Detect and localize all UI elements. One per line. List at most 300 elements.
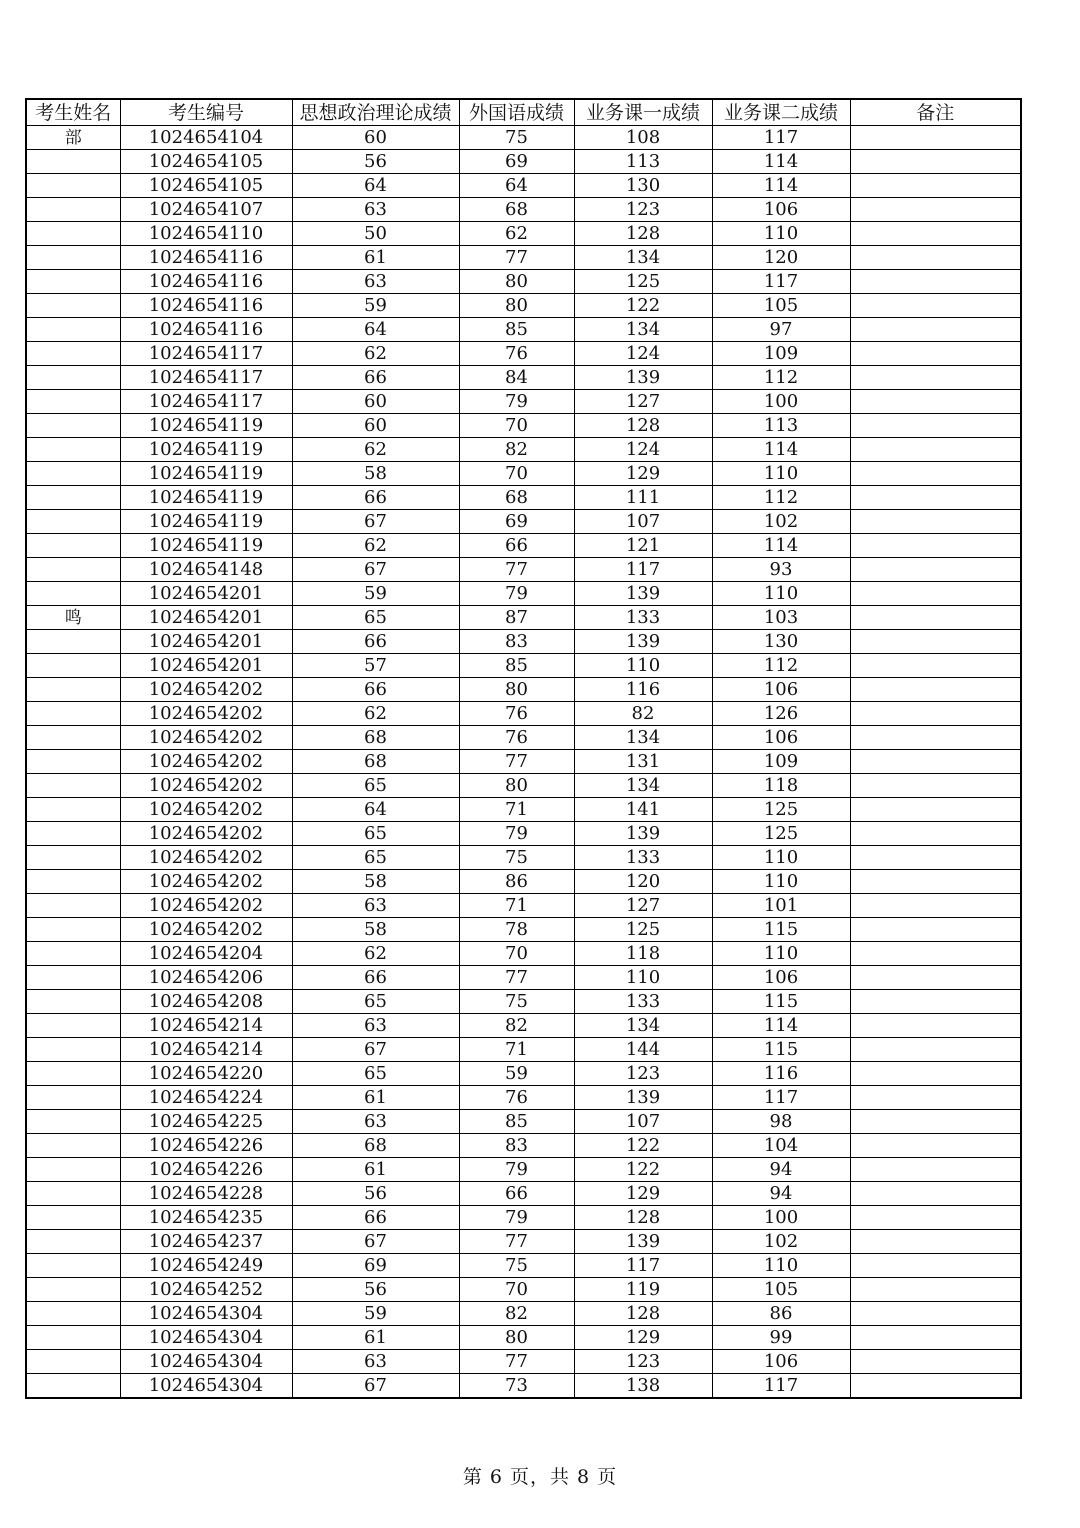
cell-note — [850, 1158, 1021, 1182]
cell-course1: 120 — [574, 870, 712, 894]
cell-course2: 110 — [712, 222, 850, 246]
cell-foreign: 70 — [459, 1278, 574, 1302]
cell-name — [26, 582, 120, 606]
cell-course1: 122 — [574, 294, 712, 318]
redaction-mark — [266, 798, 280, 822]
cell-politics: 60 — [292, 126, 459, 150]
redaction-mark — [266, 558, 280, 582]
cell-course1: 128 — [574, 1302, 712, 1326]
cell-name — [26, 1062, 120, 1086]
cell-politics: 66 — [292, 486, 459, 510]
cell-course2: 99 — [712, 1326, 850, 1350]
cell-id — [120, 1326, 292, 1350]
cell-id — [120, 342, 292, 366]
cell-id — [120, 870, 292, 894]
cell-politics: 61 — [292, 1086, 459, 1110]
cell-foreign: 75 — [459, 126, 574, 150]
cell-foreign: 80 — [459, 294, 574, 318]
cell-foreign: 66 — [459, 1182, 574, 1206]
redaction-mark — [266, 1182, 280, 1206]
cell-name — [26, 1326, 120, 1350]
cell-name — [26, 630, 120, 654]
table-body — [26, 126, 1021, 1399]
table-row — [26, 1062, 1021, 1086]
id-text: 1024654202 — [148, 798, 264, 820]
cell-course1: 122 — [574, 1134, 712, 1158]
page-number: 第 6 页，共 8 页 — [462, 1466, 618, 1488]
cell-foreign: 70 — [459, 942, 574, 966]
cell-name — [26, 1302, 120, 1326]
table-row — [26, 1014, 1021, 1038]
cell-id — [120, 1158, 292, 1182]
cell-foreign: 64 — [459, 174, 574, 198]
cell-course1: 123 — [574, 1350, 712, 1374]
cell-politics: 68 — [292, 750, 459, 774]
cell-name — [26, 990, 120, 1014]
cell-name — [26, 678, 120, 702]
id-text: 1024654204 — [148, 942, 264, 964]
id-text: 1024654202 — [148, 894, 264, 916]
redaction-mark — [266, 678, 280, 702]
cell-course2: 125 — [712, 798, 850, 822]
cell-note — [850, 390, 1021, 414]
redaction-mark — [266, 534, 280, 558]
redaction-mark — [266, 318, 280, 342]
cell-politics: 64 — [292, 318, 459, 342]
table-row — [26, 510, 1021, 534]
cell-politics: 66 — [292, 630, 459, 654]
cell-course1: 107 — [574, 1110, 712, 1134]
cell-course1: 134 — [574, 1014, 712, 1038]
id-text: 1024654228 — [148, 1182, 264, 1204]
cell-course1: 82 — [574, 702, 712, 726]
cell-course2: 109 — [712, 750, 850, 774]
cell-politics: 67 — [292, 1374, 459, 1399]
table-row — [26, 1134, 1021, 1158]
cell-politics: 61 — [292, 246, 459, 270]
cell-politics: 56 — [292, 1182, 459, 1206]
cell-name — [26, 1014, 120, 1038]
table-row — [26, 126, 1021, 150]
cell-foreign: 80 — [459, 774, 574, 798]
cell-course2: 94 — [712, 1182, 850, 1206]
cell-course2: 106 — [712, 1350, 850, 1374]
cell-name — [26, 342, 120, 366]
id-text: 1024654304 — [148, 1326, 264, 1348]
cell-course2: 115 — [712, 918, 850, 942]
cell-note — [850, 1302, 1021, 1326]
id-text: 1024654201 — [148, 654, 264, 676]
redaction-mark — [266, 630, 280, 654]
name-text: 部 — [64, 127, 82, 148]
redaction-mark — [266, 1110, 280, 1134]
cell-note — [850, 702, 1021, 726]
cell-name — [26, 486, 120, 510]
cell-id — [120, 1230, 292, 1254]
cell-foreign: 80 — [459, 678, 574, 702]
cell-course1: 116 — [574, 678, 712, 702]
redaction-mark — [266, 774, 280, 798]
cell-course1: 127 — [574, 894, 712, 918]
id-text: 1024654119 — [148, 534, 264, 556]
score-table — [25, 98, 1022, 1399]
redaction-mark — [266, 462, 280, 486]
cell-course2: 110 — [712, 1254, 850, 1278]
cell-note — [850, 942, 1021, 966]
cell-name — [26, 1182, 120, 1206]
cell-id — [120, 558, 292, 582]
cell-foreign: 79 — [459, 822, 574, 846]
cell-politics: 67 — [292, 1230, 459, 1254]
cell-foreign: 83 — [459, 1134, 574, 1158]
cell-course1: 128 — [574, 222, 712, 246]
cell-foreign: 82 — [459, 438, 574, 462]
cell-foreign: 86 — [459, 870, 574, 894]
cell-id — [120, 774, 292, 798]
cell-course1: 128 — [574, 414, 712, 438]
cell-name — [26, 222, 120, 246]
cell-note — [850, 846, 1021, 870]
redaction-mark — [266, 1062, 280, 1086]
redaction-mark — [266, 654, 280, 678]
cell-course1: 129 — [574, 1326, 712, 1350]
cell-foreign: 77 — [459, 246, 574, 270]
redaction-mark — [266, 1350, 280, 1374]
cell-name — [26, 894, 120, 918]
redaction-mark — [266, 990, 280, 1014]
cell-foreign: 62 — [459, 222, 574, 246]
table-row — [26, 678, 1021, 702]
cell-course1: 123 — [574, 1062, 712, 1086]
cell-name — [26, 1230, 120, 1254]
cell-politics: 66 — [292, 366, 459, 390]
id-text: 1024654201 — [148, 630, 264, 652]
cell-foreign: 83 — [459, 630, 574, 654]
table-row — [26, 870, 1021, 894]
redaction-mark — [266, 702, 280, 726]
cell-name — [26, 462, 120, 486]
cell-course1: 134 — [574, 774, 712, 798]
cell-politics: 63 — [292, 198, 459, 222]
cell-id — [120, 894, 292, 918]
cell-course2: 117 — [712, 1086, 850, 1110]
cell-course1: 139 — [574, 630, 712, 654]
cell-note — [850, 222, 1021, 246]
cell-course2: 98 — [712, 1110, 850, 1134]
cell-politics: 64 — [292, 174, 459, 198]
redaction-mark — [266, 150, 280, 174]
cell-note — [850, 822, 1021, 846]
table-row — [26, 822, 1021, 846]
cell-politics: 65 — [292, 774, 459, 798]
cell-note — [850, 894, 1021, 918]
cell-name — [26, 1206, 120, 1230]
table-row — [26, 1182, 1021, 1206]
table-row — [26, 438, 1021, 462]
id-text: 1024654225 — [148, 1110, 264, 1132]
cell-id — [120, 222, 292, 246]
cell-course1: 134 — [574, 726, 712, 750]
cell-politics: 66 — [292, 1206, 459, 1230]
cell-note — [850, 918, 1021, 942]
cell-name — [26, 1374, 120, 1399]
table-row — [26, 654, 1021, 678]
cell-course1: 125 — [574, 918, 712, 942]
cell-id — [120, 486, 292, 510]
table-row — [26, 1110, 1021, 1134]
redaction-mark — [266, 1302, 280, 1326]
cell-note — [850, 294, 1021, 318]
id-text: 1024654202 — [148, 822, 264, 844]
cell-name — [26, 966, 120, 990]
cell-id — [120, 150, 292, 174]
cell-note — [850, 246, 1021, 270]
cell-note — [850, 462, 1021, 486]
cell-course1: 111 — [574, 486, 712, 510]
cell-note — [850, 510, 1021, 534]
cell-foreign: 87 — [459, 606, 574, 630]
cell-note — [850, 1350, 1021, 1374]
cell-course1: 127 — [574, 390, 712, 414]
header-note: 备注 — [850, 99, 1021, 126]
id-text: 1024654202 — [148, 726, 264, 748]
cell-note — [850, 342, 1021, 366]
cell-foreign: 79 — [459, 582, 574, 606]
cell-course2: 114 — [712, 534, 850, 558]
cell-foreign: 76 — [459, 1086, 574, 1110]
id-text: 1024654117 — [148, 366, 264, 388]
table-row — [26, 1230, 1021, 1254]
cell-politics: 62 — [292, 342, 459, 366]
cell-id — [120, 318, 292, 342]
cell-name — [26, 1038, 120, 1062]
table-row — [26, 318, 1021, 342]
cell-note — [850, 990, 1021, 1014]
cell-id — [120, 246, 292, 270]
cell-foreign: 70 — [459, 414, 574, 438]
redaction-mark — [266, 342, 280, 366]
cell-id — [120, 822, 292, 846]
cell-politics: 63 — [292, 1350, 459, 1374]
cell-politics: 63 — [292, 1110, 459, 1134]
table-header-row — [26, 99, 1021, 126]
cell-name — [26, 534, 120, 558]
cell-id — [120, 390, 292, 414]
cell-id — [120, 990, 292, 1014]
cell-note — [850, 1206, 1021, 1230]
redaction-mark — [266, 1038, 280, 1062]
cell-name — [26, 294, 120, 318]
cell-course1: 134 — [574, 246, 712, 270]
redaction-mark — [266, 1134, 280, 1158]
cell-note — [850, 1110, 1021, 1134]
id-text: 1024654202 — [148, 678, 264, 700]
cell-note — [850, 1134, 1021, 1158]
cell-course1: 107 — [574, 510, 712, 534]
cell-id — [120, 174, 292, 198]
cell-foreign: 71 — [459, 798, 574, 822]
id-text: 1024654202 — [148, 846, 264, 868]
cell-course2: 109 — [712, 342, 850, 366]
cell-note — [850, 1182, 1021, 1206]
cell-id — [120, 1014, 292, 1038]
cell-id — [120, 678, 292, 702]
cell-foreign: 59 — [459, 1062, 574, 1086]
cell-course1: 139 — [574, 582, 712, 606]
table-row — [26, 582, 1021, 606]
table-row — [26, 918, 1021, 942]
cell-course1: 134 — [574, 318, 712, 342]
cell-id — [120, 198, 292, 222]
cell-name — [26, 726, 120, 750]
cell-foreign: 77 — [459, 750, 574, 774]
cell-id — [120, 1062, 292, 1086]
cell-note — [850, 750, 1021, 774]
cell-foreign: 80 — [459, 1326, 574, 1350]
cell-course1: 117 — [574, 558, 712, 582]
redaction-mark — [266, 510, 280, 534]
table-row — [26, 1158, 1021, 1182]
redaction-mark — [266, 390, 280, 414]
cell-course2: 97 — [712, 318, 850, 342]
cell-id — [120, 582, 292, 606]
cell-name — [26, 150, 120, 174]
id-text: 1024654116 — [148, 318, 264, 340]
table-row — [26, 342, 1021, 366]
cell-politics: 68 — [292, 1134, 459, 1158]
cell-id — [120, 462, 292, 486]
cell-name — [26, 846, 120, 870]
cell-course2: 117 — [712, 270, 850, 294]
cell-course1: 108 — [574, 126, 712, 150]
cell-foreign: 76 — [459, 726, 574, 750]
cell-politics: 67 — [292, 558, 459, 582]
cell-course2: 125 — [712, 822, 850, 846]
cell-course1: 129 — [574, 462, 712, 486]
cell-course1: 128 — [574, 1206, 712, 1230]
id-text: 1024654304 — [148, 1302, 264, 1324]
redaction-mark — [266, 606, 280, 630]
cell-politics: 67 — [292, 510, 459, 534]
cell-course1: 121 — [574, 534, 712, 558]
cell-name — [26, 750, 120, 774]
cell-name — [26, 1110, 120, 1134]
table-row — [26, 246, 1021, 270]
cell-course2: 105 — [712, 1278, 850, 1302]
cell-politics: 64 — [292, 798, 459, 822]
cell-note — [850, 966, 1021, 990]
cell-politics: 63 — [292, 894, 459, 918]
cell-course2: 112 — [712, 486, 850, 510]
cell-course2: 106 — [712, 678, 850, 702]
cell-note — [850, 870, 1021, 894]
redaction-mark — [266, 870, 280, 894]
cell-course1: 123 — [574, 198, 712, 222]
cell-name — [26, 246, 120, 270]
table-row — [26, 366, 1021, 390]
id-text: 1024654202 — [148, 750, 264, 772]
redaction-mark — [266, 198, 280, 222]
cell-politics: 61 — [292, 1158, 459, 1182]
id-text: 1024654226 — [148, 1134, 264, 1156]
id-text: 1024654116 — [148, 246, 264, 268]
cell-foreign: 79 — [459, 390, 574, 414]
header-id: 考生编号 — [120, 99, 292, 126]
cell-name — [26, 1134, 120, 1158]
cell-note — [850, 438, 1021, 462]
table-row — [26, 990, 1021, 1014]
cell-course1: 113 — [574, 150, 712, 174]
cell-course2: 101 — [712, 894, 850, 918]
cell-politics: 58 — [292, 870, 459, 894]
cell-name — [26, 438, 120, 462]
cell-name — [26, 798, 120, 822]
cell-course2: 118 — [712, 774, 850, 798]
cell-note — [850, 414, 1021, 438]
cell-foreign: 79 — [459, 1206, 574, 1230]
cell-name — [26, 198, 120, 222]
header-politics: 思想政治理论成绩 — [292, 99, 459, 126]
cell-note — [850, 1278, 1021, 1302]
redaction-mark — [266, 750, 280, 774]
table-row — [26, 1374, 1021, 1399]
id-text: 1024654202 — [148, 702, 264, 724]
id-text: 1024654110 — [148, 222, 264, 244]
cell-id — [120, 1206, 292, 1230]
id-text: 1024654304 — [148, 1374, 264, 1396]
cell-course2: 117 — [712, 126, 850, 150]
cell-id — [120, 1086, 292, 1110]
cell-course1: 133 — [574, 990, 712, 1014]
cell-politics: 60 — [292, 390, 459, 414]
redaction-mark — [266, 414, 280, 438]
table-row — [26, 774, 1021, 798]
cell-course1: 141 — [574, 798, 712, 822]
cell-course1: 124 — [574, 438, 712, 462]
redaction-mark — [266, 1014, 280, 1038]
cell-name — [26, 774, 120, 798]
id-text: 1024654214 — [148, 1014, 264, 1036]
cell-note — [850, 318, 1021, 342]
cell-id — [120, 510, 292, 534]
cell-politics: 62 — [292, 438, 459, 462]
cell-politics: 69 — [292, 1254, 459, 1278]
cell-note — [850, 1014, 1021, 1038]
table-row — [26, 1086, 1021, 1110]
cell-politics: 65 — [292, 846, 459, 870]
redaction-mark — [266, 894, 280, 918]
cell-id — [120, 1302, 292, 1326]
table-row — [26, 390, 1021, 414]
cell-id — [120, 798, 292, 822]
cell-course2: 114 — [712, 1014, 850, 1038]
cell-foreign: 69 — [459, 150, 574, 174]
cell-foreign: 77 — [459, 966, 574, 990]
redaction-mark — [266, 966, 280, 990]
cell-politics: 68 — [292, 726, 459, 750]
header-foreign: 外国语成绩 — [459, 99, 574, 126]
cell-course2: 102 — [712, 510, 850, 534]
table-row — [26, 270, 1021, 294]
cell-course1: 119 — [574, 1278, 712, 1302]
redaction-mark — [266, 822, 280, 846]
id-text: 1024654220 — [148, 1062, 264, 1084]
cell-course2: 126 — [712, 702, 850, 726]
table-row — [26, 1038, 1021, 1062]
cell-foreign: 75 — [459, 1254, 574, 1278]
cell-course2: 113 — [712, 414, 850, 438]
id-text: 1024654119 — [148, 510, 264, 532]
